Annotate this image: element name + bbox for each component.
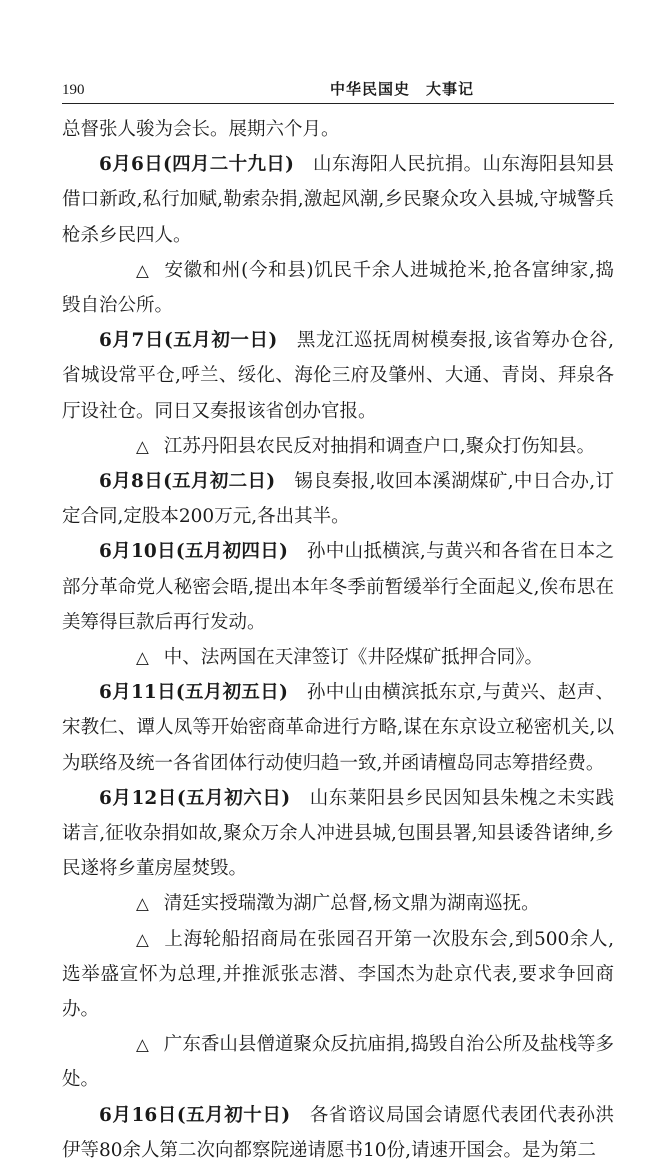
paragraph xyxy=(62,429,614,464)
triangle-marker: △ xyxy=(136,929,149,949)
entry-date: 6月7日(五月初一日) xyxy=(99,330,278,352)
entry-date: 6月12日(五月初六日) xyxy=(99,787,291,809)
paragraph xyxy=(62,886,614,921)
paragraph xyxy=(62,675,614,781)
paragraph xyxy=(62,464,614,534)
body-text xyxy=(62,112,614,1168)
document-page xyxy=(62,78,614,1168)
page-number: 190 xyxy=(62,82,85,98)
paragraph-text: 各省谘议局国会请愿代表团代表孙洪伊等80余人第二次向都察院递请愿书10份,请速开国会。是为第二 xyxy=(62,1104,614,1161)
paragraph-text: 江苏丹阳县农民反对抽捐和调查户口,聚众打伤知县。 xyxy=(163,435,596,457)
paragraph xyxy=(62,640,614,675)
paragraph xyxy=(62,1098,614,1168)
paragraph-text: 山东海阳人民抗捐。山东海阳县知县借口新政,私行加赋,勒索杂捐,激起风潮,乡民聚众攻入县城,守城警兵枪杀乡民四人。 xyxy=(62,154,614,246)
triangle-marker: △ xyxy=(136,894,149,914)
triangle-marker: △ xyxy=(136,1035,149,1055)
paragraph xyxy=(62,922,614,1028)
paragraph xyxy=(62,781,614,887)
paragraph-text: 山东莱阳县乡民因知县朱槐之未实践诺言,征收杂捐如故,聚众万余人冲进县城,包围县署,知县诿咎诸绅,乡民遂将乡董房屋焚毁。 xyxy=(62,787,614,880)
entry-date: 6月16日(五月初十日) xyxy=(99,1104,291,1126)
paragraph-text: 孙中山抵横滨,与黄兴和各省在日本之部分革命党人秘密会晤,提出本年冬季前暂缓举行全面起义,俟布思在美筹得巨款后再行发动。 xyxy=(62,541,615,633)
paragraph xyxy=(62,112,614,147)
paragraph-text: 中、法两国在天津签订《井陉煤矿抵押合同》。 xyxy=(163,647,544,669)
paragraph-text: 锡良奏报,收回本溪湖煤矿,中日合办,订定合同,定股本200万元,各出其半。 xyxy=(62,471,614,528)
entry-date: 6月11日(五月初五日) xyxy=(99,682,288,704)
paragraph-text: 孙中山由横滨抵东京,与黄兴、赵声、宋教仁、谭人凤等开始密商革命进行方略,谋在东京设立秘密机关,以为联络及统一各省团体行动使归趋一致,并函请檀岛同志筹措经费。 xyxy=(62,682,615,774)
paragraph xyxy=(62,253,614,323)
paragraph xyxy=(62,147,614,253)
entry-date: 6月10日(五月初四日) xyxy=(99,541,288,563)
paragraph xyxy=(62,1027,614,1097)
triangle-marker: △ xyxy=(136,436,149,456)
paragraph-text: 上海轮船招商局在张园召开第一次股东会,到500余人,选举盛宣怀为总理,并推派张志潜、李国杰为赴京代表,要求争回商办。 xyxy=(62,928,614,1021)
running-title: 中华民国史 大事记 xyxy=(329,80,474,98)
triangle-marker: △ xyxy=(136,648,149,668)
paragraph-text: 清廷实授瑞澂为湖广总督,杨文鼎为湖南巡抚。 xyxy=(163,893,540,915)
paragraph-text: 广东香山县僧道聚众反抗庙捐,捣毁自治公所及盐栈等多处。 xyxy=(62,1034,614,1091)
entry-date: 6月8日(五月初二日) xyxy=(99,471,276,493)
paragraph xyxy=(62,534,614,640)
paragraph-text: 总督张人骏为会长。展期六个月。 xyxy=(62,119,340,140)
paragraph-text: 黑龙江巡抚周树模奏报,该省筹办仓谷,省城设常平仓,呼兰、绥化、海伦三府及肇州、大通、青岗、拜泉各厅设社仓。同日又奏报该省创办官报。 xyxy=(62,330,614,422)
triangle-marker: △ xyxy=(136,260,149,280)
paragraph-text: 安徽和州(今和县)饥民千余人进城抢米,抢各富绅家,捣毁自治公所。 xyxy=(62,259,614,317)
paragraph xyxy=(62,323,614,429)
page-header xyxy=(62,78,614,104)
entry-date: 6月6日(四月二十九日) xyxy=(99,154,294,176)
